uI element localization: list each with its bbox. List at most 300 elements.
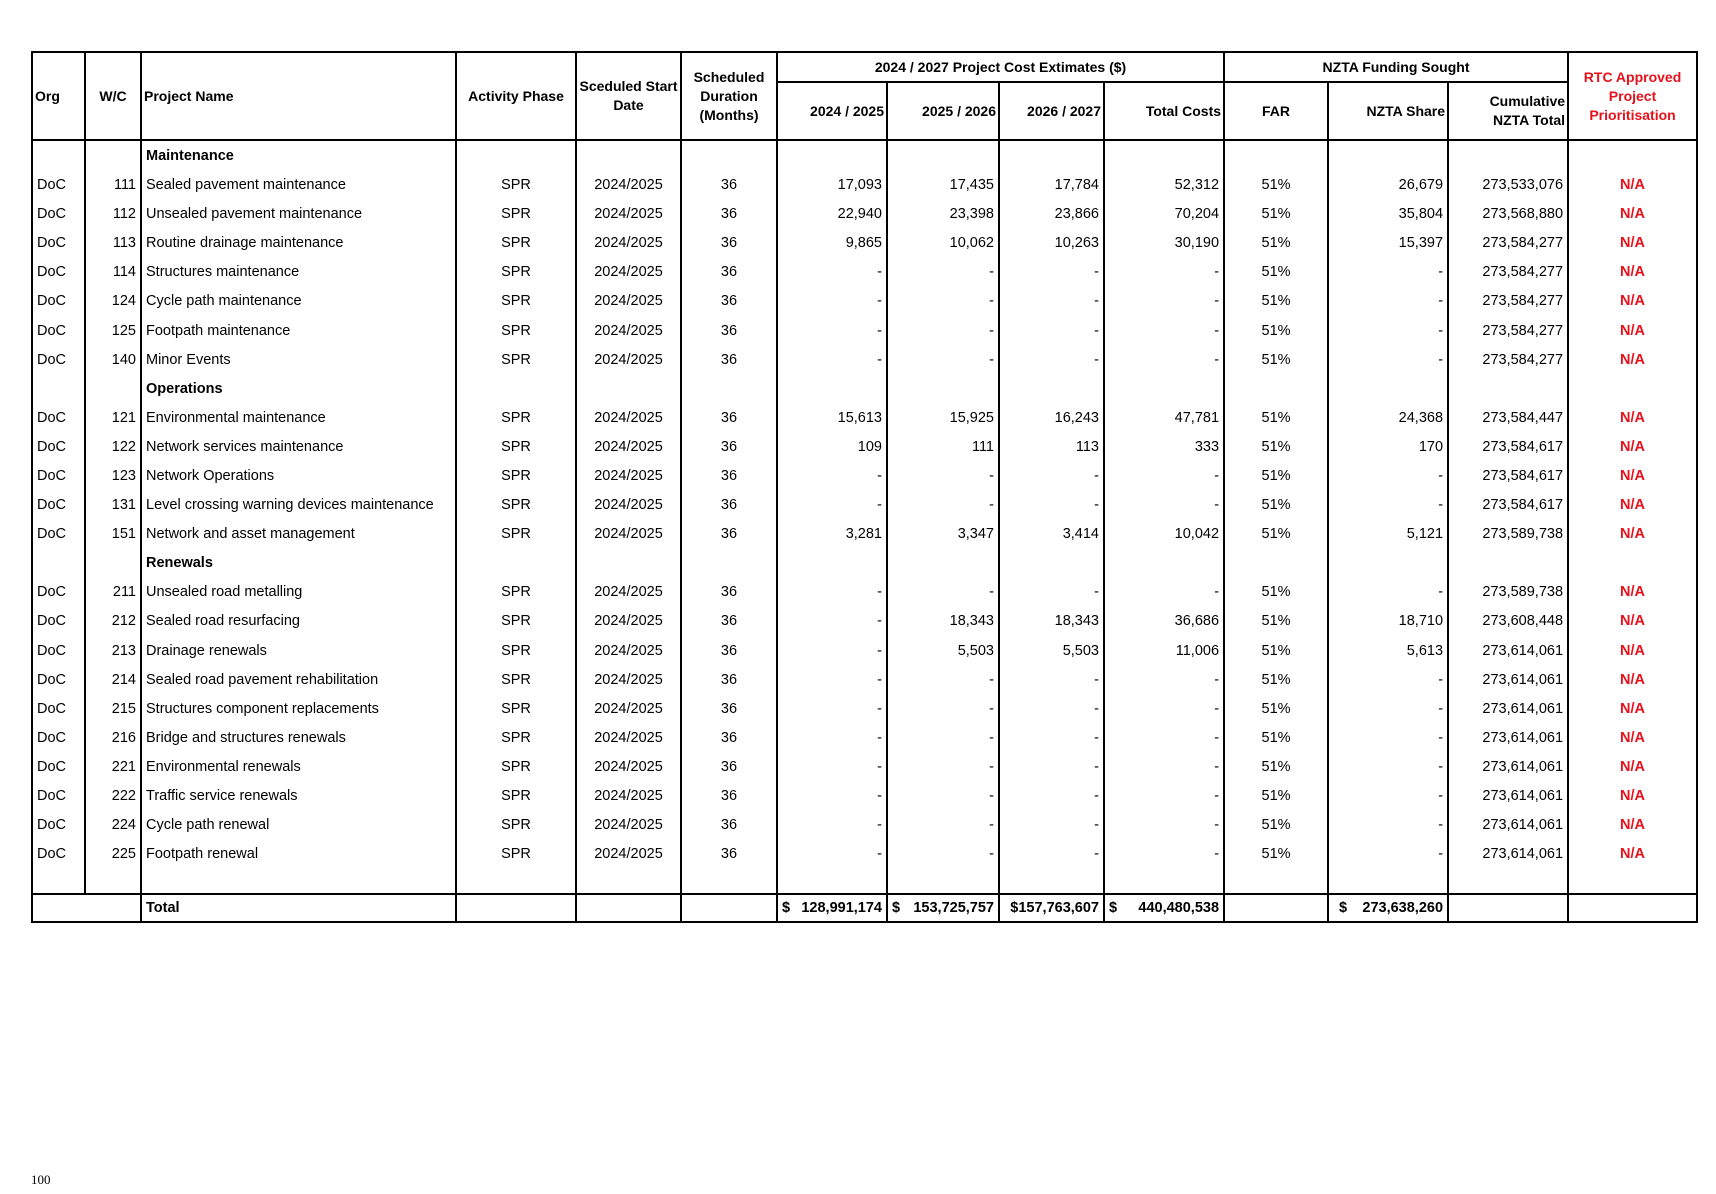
cumulative-total-cell: 273,614,061 xyxy=(1448,637,1568,666)
duration-cell: 36 xyxy=(681,462,777,491)
project-name-cell: Unsealed pavement maintenance xyxy=(141,200,456,229)
far-cell: 51% xyxy=(1224,316,1328,345)
rtc-status-cell: N/A xyxy=(1568,433,1697,462)
start-date-cell: 2024/2025 xyxy=(576,840,681,869)
rtc-status-cell: N/A xyxy=(1568,724,1697,753)
rtc-status-cell: N/A xyxy=(1568,316,1697,345)
project-name-cell: Cycle path renewal xyxy=(141,811,456,840)
cost-2025-2026-cell: - xyxy=(887,462,999,491)
far-cell: 51% xyxy=(1224,520,1328,549)
nzta-share-cell: 26,679 xyxy=(1328,171,1448,200)
duration-cell: 36 xyxy=(681,724,777,753)
activity-phase-cell: SPR xyxy=(456,462,576,491)
page-number: 100 xyxy=(31,1172,51,1187)
total-costs-cell: 333 xyxy=(1104,433,1224,462)
activity-phase-cell: SPR xyxy=(456,607,576,636)
cost-2024-2025-cell: - xyxy=(777,346,887,375)
nzta-share-cell: 18,710 xyxy=(1328,607,1448,636)
total-costs-cell: - xyxy=(1104,782,1224,811)
start-date-cell: 2024/2025 xyxy=(576,753,681,782)
start-date-cell: 2024/2025 xyxy=(576,287,681,316)
table-footer xyxy=(32,894,1697,922)
duration-cell: 36 xyxy=(681,200,777,229)
activity-phase-cell: SPR xyxy=(456,520,576,549)
duration-cell: 36 xyxy=(681,171,777,200)
nzta-share-cell: 35,804 xyxy=(1328,200,1448,229)
cumulative-total-cell: 273,584,277 xyxy=(1448,258,1568,287)
cumulative-total-cell: 273,584,617 xyxy=(1448,491,1568,520)
duration-cell: 36 xyxy=(681,811,777,840)
table-row xyxy=(32,753,1697,782)
org-cell: DoC xyxy=(32,840,85,869)
start-date-cell: 2024/2025 xyxy=(576,666,681,695)
total-costs-cell: 47,781 xyxy=(1104,404,1224,433)
total-costs-cell: 36,686 xyxy=(1104,607,1224,636)
cumulative-total-cell: 273,614,061 xyxy=(1448,811,1568,840)
table-row xyxy=(32,666,1697,695)
cost-2026-2027-cell: - xyxy=(999,753,1104,782)
table-row xyxy=(32,346,1697,375)
rtc-status-cell: N/A xyxy=(1568,520,1697,549)
cost-2025-2026-cell: 23,398 xyxy=(887,200,999,229)
cumulative-total-cell: 273,614,061 xyxy=(1448,782,1568,811)
wc-cell: 212 xyxy=(85,607,141,636)
header-rtc-prioritisation: RTC Approved Project Prioritisation xyxy=(1568,52,1697,140)
funding-table xyxy=(31,51,1698,923)
duration-cell: 36 xyxy=(681,258,777,287)
header-activity-phase: Activity Phase xyxy=(456,52,576,140)
project-name-cell: Sealed road pavement rehabilitation xyxy=(141,666,456,695)
cost-2024-2025-cell: 15,613 xyxy=(777,404,887,433)
cost-2025-2026-cell: - xyxy=(887,724,999,753)
cost-2026-2027-cell: 17,784 xyxy=(999,171,1104,200)
rtc-status-cell: N/A xyxy=(1568,753,1697,782)
rtc-status-cell: N/A xyxy=(1568,607,1697,636)
rtc-status-cell: N/A xyxy=(1568,258,1697,287)
far-cell: 51% xyxy=(1224,578,1328,607)
cost-2026-2027-cell: - xyxy=(999,578,1104,607)
project-name-cell: Bridge and structures renewals xyxy=(141,724,456,753)
table-row xyxy=(32,171,1697,200)
table-body xyxy=(32,140,1697,894)
rtc-status-cell: N/A xyxy=(1568,666,1697,695)
nzta-share-cell: - xyxy=(1328,840,1448,869)
cumulative-total-cell: 273,584,277 xyxy=(1448,316,1568,345)
rtc-status-cell: N/A xyxy=(1568,462,1697,491)
start-date-cell: 2024/2025 xyxy=(576,578,681,607)
cost-2025-2026-cell: 15,925 xyxy=(887,404,999,433)
rtc-status-cell: N/A xyxy=(1568,578,1697,607)
cost-2024-2025-cell: - xyxy=(777,666,887,695)
total-costs-cell: - xyxy=(1104,462,1224,491)
start-date-cell: 2024/2025 xyxy=(576,724,681,753)
cost-2025-2026-cell: 18,343 xyxy=(887,607,999,636)
cost-2025-2026-cell: - xyxy=(887,695,999,724)
org-cell: DoC xyxy=(32,782,85,811)
cost-2024-2025-cell: 109 xyxy=(777,433,887,462)
cumulative-total-cell: 273,584,447 xyxy=(1448,404,1568,433)
total-costs-cell: - xyxy=(1104,258,1224,287)
duration-cell: 36 xyxy=(681,637,777,666)
nzta-share-cell: - xyxy=(1328,578,1448,607)
nzta-share-cell: - xyxy=(1328,316,1448,345)
project-name-cell: Level crossing warning devices maintenance xyxy=(141,491,456,520)
cost-2024-2025-cell: 9,865 xyxy=(777,229,887,258)
cost-2026-2027-cell: - xyxy=(999,462,1104,491)
total-costs-cell: 52,312 xyxy=(1104,171,1224,200)
header-project-name: Project Name xyxy=(141,52,456,140)
rtc-status-cell: N/A xyxy=(1568,171,1697,200)
cost-2025-2026-cell: 10,062 xyxy=(887,229,999,258)
cost-2025-2026-cell: - xyxy=(887,811,999,840)
activity-phase-cell: SPR xyxy=(456,346,576,375)
wc-cell: 221 xyxy=(85,753,141,782)
cost-2024-2025-cell: - xyxy=(777,258,887,287)
org-cell: DoC xyxy=(32,404,85,433)
total-costs-cell: - xyxy=(1104,811,1224,840)
cost-2025-2026-cell: - xyxy=(887,753,999,782)
start-date-cell: 2024/2025 xyxy=(576,782,681,811)
org-cell: DoC xyxy=(32,724,85,753)
table-row xyxy=(32,578,1697,607)
cost-2026-2027-cell: - xyxy=(999,782,1104,811)
total-costs-cell: 30,190 xyxy=(1104,229,1224,258)
project-name-cell: Cycle path maintenance xyxy=(141,287,456,316)
activity-phase-cell: SPR xyxy=(456,287,576,316)
cost-2026-2027-cell: - xyxy=(999,258,1104,287)
nzta-share-cell: - xyxy=(1328,258,1448,287)
org-cell: DoC xyxy=(32,578,85,607)
total-costs-cell: - xyxy=(1104,840,1224,869)
org-cell: DoC xyxy=(32,637,85,666)
table-row xyxy=(32,637,1697,666)
activity-phase-cell: SPR xyxy=(456,811,576,840)
far-cell: 51% xyxy=(1224,433,1328,462)
project-name-cell: Network and asset management xyxy=(141,520,456,549)
total-costs-cell: 10,042 xyxy=(1104,520,1224,549)
cost-2024-2025-cell: - xyxy=(777,637,887,666)
nzta-share-cell: 170 xyxy=(1328,433,1448,462)
section-heading: Maintenance xyxy=(141,140,456,171)
nzta-share-cell: - xyxy=(1328,811,1448,840)
cost-2025-2026-cell: - xyxy=(887,491,999,520)
wc-cell: 213 xyxy=(85,637,141,666)
cost-2026-2027-cell: 23,866 xyxy=(999,200,1104,229)
section-row xyxy=(32,375,1697,404)
activity-phase-cell: SPR xyxy=(456,637,576,666)
total-2025-2026: $ 153,725,757 xyxy=(887,894,999,922)
cost-2026-2027-cell: - xyxy=(999,840,1104,869)
start-date-cell: 2024/2025 xyxy=(576,404,681,433)
wc-cell: 123 xyxy=(85,462,141,491)
duration-cell: 36 xyxy=(681,316,777,345)
wc-cell: 222 xyxy=(85,782,141,811)
table-row xyxy=(32,316,1697,345)
far-cell: 51% xyxy=(1224,171,1328,200)
org-cell: DoC xyxy=(32,258,85,287)
header-cumulative-total: Cumulative NZTA Total xyxy=(1448,82,1568,140)
total-2024-2025: $ 128,991,174 xyxy=(777,894,887,922)
nzta-share-cell: 24,368 xyxy=(1328,404,1448,433)
far-cell: 51% xyxy=(1224,346,1328,375)
org-cell: DoC xyxy=(32,520,85,549)
activity-phase-cell: SPR xyxy=(456,316,576,345)
far-cell: 51% xyxy=(1224,287,1328,316)
far-cell: 51% xyxy=(1224,666,1328,695)
header-year-2025-2026: 2025 / 2026 xyxy=(887,82,999,140)
start-date-cell: 2024/2025 xyxy=(576,171,681,200)
far-cell: 51% xyxy=(1224,782,1328,811)
cost-2024-2025-cell: 3,281 xyxy=(777,520,887,549)
cost-2026-2027-cell: 113 xyxy=(999,433,1104,462)
header-year-2024-2025: 2024 / 2025 xyxy=(777,82,887,140)
cost-2026-2027-cell: - xyxy=(999,811,1104,840)
cost-2025-2026-cell: 5,503 xyxy=(887,637,999,666)
cost-2026-2027-cell: 18,343 xyxy=(999,607,1104,636)
cost-2026-2027-cell: - xyxy=(999,695,1104,724)
table-row xyxy=(32,607,1697,636)
cost-2026-2027-cell: - xyxy=(999,724,1104,753)
cumulative-total-cell: 273,614,061 xyxy=(1448,695,1568,724)
far-cell: 51% xyxy=(1224,811,1328,840)
project-name-cell: Minor Events xyxy=(141,346,456,375)
duration-cell: 36 xyxy=(681,695,777,724)
cumulative-total-cell: 273,608,448 xyxy=(1448,607,1568,636)
org-cell: DoC xyxy=(32,753,85,782)
total-2026-2027: $157,763,607 xyxy=(999,894,1104,922)
cost-2025-2026-cell: - xyxy=(887,578,999,607)
cost-2025-2026-cell: - xyxy=(887,258,999,287)
total-row xyxy=(32,894,1697,922)
wc-cell: 113 xyxy=(85,229,141,258)
total-costs-cell: - xyxy=(1104,578,1224,607)
total-costs-cell: 70,204 xyxy=(1104,200,1224,229)
cumulative-total-cell: 273,568,880 xyxy=(1448,200,1568,229)
org-cell: DoC xyxy=(32,316,85,345)
wc-cell: 216 xyxy=(85,724,141,753)
table-row xyxy=(32,840,1697,869)
far-cell: 51% xyxy=(1224,753,1328,782)
project-name-cell: Sealed road resurfacing xyxy=(141,607,456,636)
far-cell: 51% xyxy=(1224,200,1328,229)
cost-2024-2025-cell: - xyxy=(777,811,887,840)
header-nzta-share: NZTA Share xyxy=(1328,82,1448,140)
rtc-status-cell: N/A xyxy=(1568,491,1697,520)
start-date-cell: 2024/2025 xyxy=(576,491,681,520)
cumulative-total-cell: 273,584,277 xyxy=(1448,287,1568,316)
wc-cell: 112 xyxy=(85,200,141,229)
activity-phase-cell: SPR xyxy=(456,229,576,258)
cumulative-total-cell: 273,584,277 xyxy=(1448,229,1568,258)
rtc-status-cell: N/A xyxy=(1568,404,1697,433)
cost-2025-2026-cell: - xyxy=(887,346,999,375)
table-row xyxy=(32,811,1697,840)
section-heading: Renewals xyxy=(141,549,456,578)
activity-phase-cell: SPR xyxy=(456,491,576,520)
rtc-status-cell: N/A xyxy=(1568,782,1697,811)
wc-cell: 114 xyxy=(85,258,141,287)
table-row xyxy=(32,782,1697,811)
cost-2026-2027-cell: - xyxy=(999,491,1104,520)
cost-2024-2025-cell: - xyxy=(777,462,887,491)
section-row xyxy=(32,140,1697,171)
far-cell: 51% xyxy=(1224,695,1328,724)
cumulative-total-cell: 273,533,076 xyxy=(1448,171,1568,200)
nzta-share-cell: - xyxy=(1328,462,1448,491)
project-name-cell: Footpath renewal xyxy=(141,840,456,869)
project-name-cell: Structures maintenance xyxy=(141,258,456,287)
total-costs-cell: - xyxy=(1104,753,1224,782)
org-cell: DoC xyxy=(32,171,85,200)
activity-phase-cell: SPR xyxy=(456,404,576,433)
rtc-status-cell: N/A xyxy=(1568,200,1697,229)
far-cell: 51% xyxy=(1224,229,1328,258)
cost-2025-2026-cell: - xyxy=(887,287,999,316)
project-name-cell: Drainage renewals xyxy=(141,637,456,666)
rtc-status-cell: N/A xyxy=(1568,811,1697,840)
wc-cell: 131 xyxy=(85,491,141,520)
cost-2025-2026-cell: - xyxy=(887,840,999,869)
nzta-share-cell: - xyxy=(1328,782,1448,811)
cost-2024-2025-cell: - xyxy=(777,724,887,753)
wc-cell: 151 xyxy=(85,520,141,549)
cost-2024-2025-cell: - xyxy=(777,753,887,782)
org-cell: DoC xyxy=(32,491,85,520)
wc-cell: 125 xyxy=(85,316,141,345)
cost-2026-2027-cell: - xyxy=(999,346,1104,375)
header-year-2026-2027: 2026 / 2027 xyxy=(999,82,1104,140)
total-costs-cell: 11,006 xyxy=(1104,637,1224,666)
start-date-cell: 2024/2025 xyxy=(576,462,681,491)
nzta-share-cell: 5,121 xyxy=(1328,520,1448,549)
cost-2025-2026-cell: - xyxy=(887,782,999,811)
wc-cell: 111 xyxy=(85,171,141,200)
total-costs-cell: - xyxy=(1104,724,1224,753)
duration-cell: 36 xyxy=(681,433,777,462)
project-name-cell: Environmental maintenance xyxy=(141,404,456,433)
total-costs-cell: - xyxy=(1104,346,1224,375)
cumulative-total-cell: 273,589,738 xyxy=(1448,520,1568,549)
activity-phase-cell: SPR xyxy=(456,782,576,811)
far-cell: 51% xyxy=(1224,491,1328,520)
total-costs-cell: - xyxy=(1104,695,1224,724)
cost-2024-2025-cell: - xyxy=(777,607,887,636)
total-label: Total xyxy=(141,894,456,922)
cost-2026-2027-cell: 16,243 xyxy=(999,404,1104,433)
table-row xyxy=(32,462,1697,491)
duration-cell: 36 xyxy=(681,782,777,811)
cost-2025-2026-cell: 111 xyxy=(887,433,999,462)
nzta-share-cell: - xyxy=(1328,346,1448,375)
wc-cell: 211 xyxy=(85,578,141,607)
cost-2025-2026-cell: 3,347 xyxy=(887,520,999,549)
project-name-cell: Network services maintenance xyxy=(141,433,456,462)
start-date-cell: 2024/2025 xyxy=(576,200,681,229)
cost-2024-2025-cell: - xyxy=(777,491,887,520)
cumulative-total-cell: 273,614,061 xyxy=(1448,666,1568,695)
duration-cell: 36 xyxy=(681,753,777,782)
table-row xyxy=(32,433,1697,462)
far-cell: 51% xyxy=(1224,462,1328,491)
start-date-cell: 2024/2025 xyxy=(576,346,681,375)
far-cell: 51% xyxy=(1224,724,1328,753)
wc-cell: 121 xyxy=(85,404,141,433)
cost-2026-2027-cell: 3,414 xyxy=(999,520,1104,549)
project-name-cell: Footpath maintenance xyxy=(141,316,456,345)
spacer-row xyxy=(32,869,1697,894)
cost-2024-2025-cell: - xyxy=(777,840,887,869)
start-date-cell: 2024/2025 xyxy=(576,695,681,724)
org-cell: DoC xyxy=(32,462,85,491)
org-cell: DoC xyxy=(32,607,85,636)
header-start-date: Sceduled Start Date xyxy=(576,52,681,140)
nzta-share-cell: - xyxy=(1328,666,1448,695)
start-date-cell: 2024/2025 xyxy=(576,637,681,666)
activity-phase-cell: SPR xyxy=(456,724,576,753)
rtc-status-cell: N/A xyxy=(1568,637,1697,666)
project-name-cell: Sealed pavement maintenance xyxy=(141,171,456,200)
header-cost-estimates-group: 2024 / 2027 Project Cost Extimates ($) xyxy=(777,52,1224,82)
project-name-cell: Routine drainage maintenance xyxy=(141,229,456,258)
far-cell: 51% xyxy=(1224,404,1328,433)
header-total-costs: Total Costs xyxy=(1104,82,1224,140)
nzta-share-cell: - xyxy=(1328,695,1448,724)
wc-cell: 224 xyxy=(85,811,141,840)
project-name-cell: Structures component replacements xyxy=(141,695,456,724)
cost-2025-2026-cell: - xyxy=(887,316,999,345)
cost-2024-2025-cell: - xyxy=(777,316,887,345)
activity-phase-cell: SPR xyxy=(456,200,576,229)
table-row xyxy=(32,520,1697,549)
duration-cell: 36 xyxy=(681,404,777,433)
org-cell: DoC xyxy=(32,433,85,462)
cost-2026-2027-cell: 5,503 xyxy=(999,637,1104,666)
nzta-share-cell: 5,613 xyxy=(1328,637,1448,666)
nzta-share-cell: - xyxy=(1328,491,1448,520)
far-cell: 51% xyxy=(1224,637,1328,666)
cost-2024-2025-cell: - xyxy=(777,782,887,811)
activity-phase-cell: SPR xyxy=(456,695,576,724)
start-date-cell: 2024/2025 xyxy=(576,520,681,549)
table-row xyxy=(32,404,1697,433)
nzta-share-cell: - xyxy=(1328,753,1448,782)
rtc-status-cell: N/A xyxy=(1568,346,1697,375)
duration-cell: 36 xyxy=(681,491,777,520)
start-date-cell: 2024/2025 xyxy=(576,607,681,636)
org-cell: DoC xyxy=(32,811,85,840)
total-costs-cell: - xyxy=(1104,491,1224,520)
activity-phase-cell: SPR xyxy=(456,433,576,462)
rtc-status-cell: N/A xyxy=(1568,229,1697,258)
total-nzta-share: $ 273,638,260 xyxy=(1328,894,1448,922)
cost-2026-2027-cell: 10,263 xyxy=(999,229,1104,258)
org-cell: DoC xyxy=(32,695,85,724)
org-cell: DoC xyxy=(32,200,85,229)
rtc-status-cell: N/A xyxy=(1568,695,1697,724)
table-row xyxy=(32,229,1697,258)
duration-cell: 36 xyxy=(681,578,777,607)
header-duration: Scheduled Duration (Months) xyxy=(681,52,777,140)
cost-2024-2025-cell: - xyxy=(777,695,887,724)
table-row xyxy=(32,491,1697,520)
nzta-share-cell: 15,397 xyxy=(1328,229,1448,258)
nzta-share-cell: - xyxy=(1328,287,1448,316)
duration-cell: 36 xyxy=(681,346,777,375)
cumulative-total-cell: 273,614,061 xyxy=(1448,753,1568,782)
header-far: FAR xyxy=(1224,82,1328,140)
table-row xyxy=(32,200,1697,229)
section-row xyxy=(32,549,1697,578)
